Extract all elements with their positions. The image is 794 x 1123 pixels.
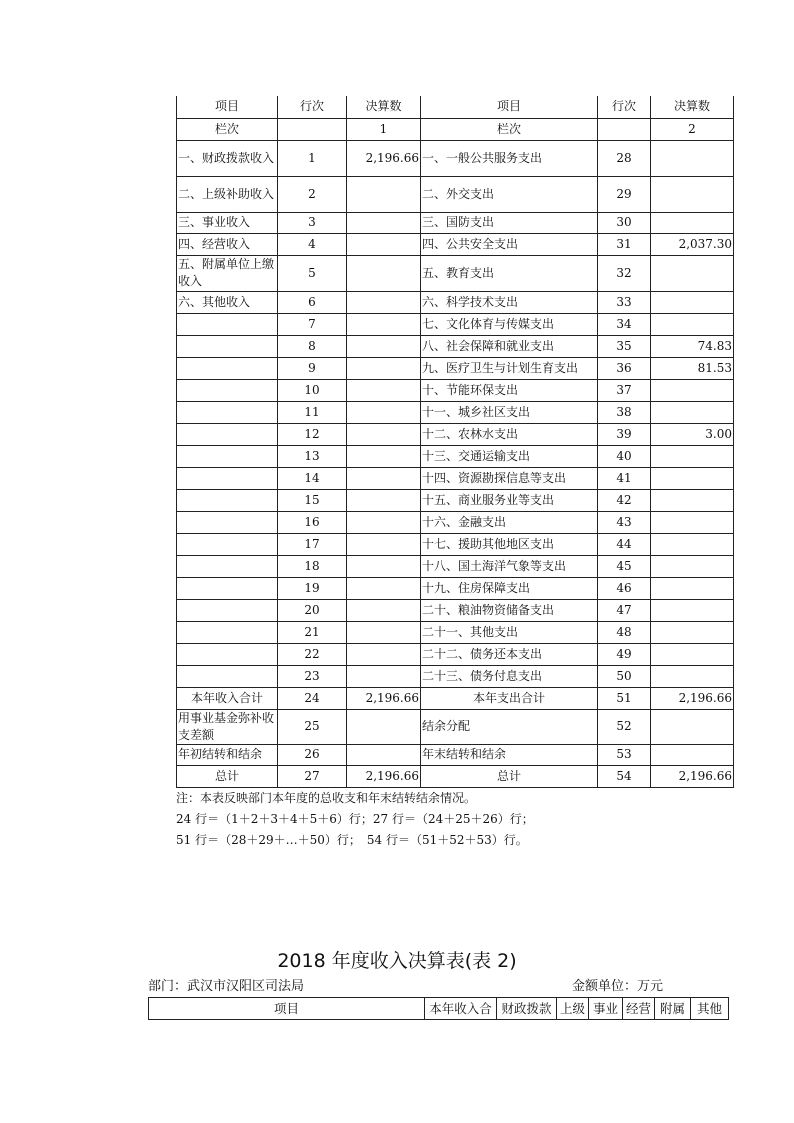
empty-cell: [278, 118, 347, 140]
income-amount: 2,196.66: [347, 765, 421, 787]
note-line-3: 51 行＝（28＋29＋…＋50）行； 54 行＝（51＋52＋53）行。: [176, 833, 528, 847]
income-row-no: 8: [278, 335, 347, 357]
income-item: 一、财政拨款收入: [177, 140, 278, 176]
income-amount: [347, 599, 421, 621]
table2-header-item: 项目: [149, 998, 425, 1020]
income-row-no: 13: [278, 445, 347, 467]
table2-header-affiliated: 附属: [655, 998, 691, 1020]
expenditure-row-no: 29: [598, 176, 651, 212]
income-item: [177, 357, 278, 379]
income-row-no: 18: [278, 555, 347, 577]
income-row-no: 11: [278, 401, 347, 423]
income-item: [177, 643, 278, 665]
income-row-no: 23: [278, 665, 347, 687]
subtotal-row: [177, 687, 734, 709]
expenditure-row-no: 34: [598, 313, 651, 335]
expenditure-item: 二、外交支出: [421, 176, 598, 212]
expenditure-item: 六、科学技术支出: [421, 291, 598, 313]
income-row-no: 26: [278, 744, 347, 765]
income-row-no: 21: [278, 621, 347, 643]
income-item: 五、附属单位上缴收入: [177, 255, 278, 291]
income-item: [177, 489, 278, 511]
table-row: [177, 445, 734, 467]
expenditure-amount: 2,196.66: [651, 765, 734, 787]
expenditure-item: 八、社会保障和就业支出: [421, 335, 598, 357]
expenditure-amount: 3.00: [651, 423, 734, 445]
income-row-no: 6: [278, 291, 347, 313]
expenditure-row-no: 36: [598, 357, 651, 379]
expenditure-item: 十四、资源勘探信息等支出: [421, 467, 598, 489]
expenditure-item: 十九、住房保障支出: [421, 577, 598, 599]
expenditure-item: 二十二、债务还本支出: [421, 643, 598, 665]
income-row-no: 16: [278, 511, 347, 533]
income-row-no: 2: [278, 176, 347, 212]
income-item: [177, 555, 278, 577]
table-row: [177, 291, 734, 313]
table-row: [177, 423, 734, 445]
expenditure-row-no: 53: [598, 744, 651, 765]
table2-header-row: [149, 998, 729, 1020]
expenditure-amount: 81.53: [651, 357, 734, 379]
table2-title: 2018 年度收入决算表(表 2): [277, 950, 517, 972]
income-amount: [347, 489, 421, 511]
table-row: [177, 467, 734, 489]
table-row: [177, 313, 734, 335]
expenditure-item: 十二、农林水支出: [421, 423, 598, 445]
income-item: 本年收入合计: [177, 687, 278, 709]
income-row-no: 15: [278, 489, 347, 511]
table-row: [177, 555, 734, 577]
income-row-no: 3: [278, 212, 347, 233]
expenditure-item: 三、国防支出: [421, 212, 598, 233]
header-row-no-left: 行次: [278, 96, 347, 118]
income-amount: [347, 357, 421, 379]
income-row-no: 12: [278, 423, 347, 445]
income-table-header: [148, 997, 729, 1020]
column-number-left: 1: [347, 118, 421, 140]
income-row-no: 19: [278, 577, 347, 599]
expenditure-item: 十七、援助其他地区支出: [421, 533, 598, 555]
table2-header-superior: 上级: [557, 998, 589, 1020]
income-item: 年初结转和结余: [177, 744, 278, 765]
expenditure-row-no: 46: [598, 577, 651, 599]
income-item: [177, 423, 278, 445]
expenditure-row-no: 28: [598, 140, 651, 176]
table-row: [177, 140, 734, 176]
income-amount: [347, 643, 421, 665]
expenditure-amount: [651, 467, 734, 489]
income-amount: [347, 423, 421, 445]
table2-header-operating: 经营: [623, 998, 655, 1020]
income-amount: [347, 379, 421, 401]
income-amount: [347, 555, 421, 577]
table-row: [177, 577, 734, 599]
table-row: [177, 621, 734, 643]
note-line-1: 注：本表反映部门本年度的总收支和年末结转结余情况。: [176, 791, 477, 805]
expenditure-item: 本年支出合计: [421, 687, 598, 709]
expenditure-item: 十一、城乡社区支出: [421, 401, 598, 423]
table-row: [177, 744, 734, 765]
table-row: [177, 643, 734, 665]
expenditure-row-no: 37: [598, 379, 651, 401]
expenditure-item: 二十一、其他支出: [421, 621, 598, 643]
expenditure-item: 一、一般公共服务支出: [421, 140, 598, 176]
table-row: [177, 357, 734, 379]
income-amount: [347, 621, 421, 643]
expenditure-row-no: 41: [598, 467, 651, 489]
expenditure-row-no: 42: [598, 489, 651, 511]
expenditure-amount: [651, 401, 734, 423]
expenditure-item: 五、教育支出: [421, 255, 598, 291]
header-amount-left: 决算数: [347, 96, 421, 118]
income-row-no: 4: [278, 233, 347, 255]
expenditure-row-no: 35: [598, 335, 651, 357]
expenditure-amount: [651, 176, 734, 212]
income-row-no: 24: [278, 687, 347, 709]
income-amount: [347, 744, 421, 765]
expenditure-row-no: 54: [598, 765, 651, 787]
expenditure-item: 结余分配: [421, 709, 598, 744]
income-item: [177, 621, 278, 643]
table-row: [177, 709, 734, 744]
table-row: [177, 489, 734, 511]
income-item: [177, 599, 278, 621]
income-row-no: 17: [278, 533, 347, 555]
income-row-no: 7: [278, 313, 347, 335]
expenditure-amount: [651, 140, 734, 176]
header-item-right: 项目: [421, 96, 598, 118]
table-row: [177, 255, 734, 291]
expenditure-row-no: 31: [598, 233, 651, 255]
income-amount: [347, 401, 421, 423]
table-row: [177, 379, 734, 401]
header-row-no-right: 行次: [598, 96, 651, 118]
total-row: [177, 765, 734, 787]
income-item: [177, 401, 278, 423]
table-row: [177, 401, 734, 423]
table2-header-fiscal: 财政拨款: [497, 998, 557, 1020]
income-row-no: 9: [278, 357, 347, 379]
expenditure-amount: [651, 555, 734, 577]
expenditure-row-no: 38: [598, 401, 651, 423]
amount-unit-label: 金额单位：万元: [572, 979, 664, 994]
income-item: [177, 467, 278, 489]
expenditure-item: 总计: [421, 765, 598, 787]
income-amount: [347, 176, 421, 212]
income-amount: [347, 313, 421, 335]
expenditure-amount: [651, 511, 734, 533]
expenditure-amount: 74.83: [651, 335, 734, 357]
table-row: [177, 511, 734, 533]
column-number-row: [177, 118, 734, 140]
income-item: 用事业基金弥补收支差额: [177, 709, 278, 744]
table2-header-total: 本年收入合: [425, 998, 497, 1020]
expenditure-amount: [651, 599, 734, 621]
expenditure-item: 十、节能环保支出: [421, 379, 598, 401]
income-item: 三、事业收入: [177, 212, 278, 233]
expenditure-amount: [651, 313, 734, 335]
expenditure-row-no: 43: [598, 511, 651, 533]
income-amount: 2,196.66: [347, 140, 421, 176]
income-amount: [347, 291, 421, 313]
income-item: [177, 577, 278, 599]
income-amount: 2,196.66: [347, 687, 421, 709]
empty-cell: [598, 118, 651, 140]
expenditure-item: 二十、粮油物资储备支出: [421, 599, 598, 621]
income-item: [177, 445, 278, 467]
expenditure-amount: [651, 643, 734, 665]
expenditure-row-no: 44: [598, 533, 651, 555]
income-amount: [347, 709, 421, 744]
expenditure-row-no: 32: [598, 255, 651, 291]
column-label-right: 栏次: [421, 118, 598, 140]
income-amount: [347, 467, 421, 489]
column-label-left: 栏次: [177, 118, 278, 140]
income-item: [177, 665, 278, 687]
income-item: [177, 533, 278, 555]
expenditure-row-no: 40: [598, 445, 651, 467]
expenditure-item: 二十三、债务付息支出: [421, 665, 598, 687]
income-amount: [347, 335, 421, 357]
expenditure-amount: 2,037.30: [651, 233, 734, 255]
expenditure-amount: [651, 379, 734, 401]
column-number-right: 2: [651, 118, 734, 140]
table-row: [177, 335, 734, 357]
note-line-2: 24 行＝（1＋2＋3＋4＋5＋6）行；27 行＝（24＋25＋26）行；: [176, 812, 534, 826]
expenditure-amount: [651, 533, 734, 555]
expenditure-row-no: 49: [598, 643, 651, 665]
income-item: [177, 511, 278, 533]
expenditure-item: 四、公共安全支出: [421, 233, 598, 255]
table2-header-business: 事业: [589, 998, 623, 1020]
income-item: [177, 379, 278, 401]
expenditure-item: 九、医疗卫生与计划生育支出: [421, 357, 598, 379]
expenditure-amount: [651, 291, 734, 313]
income-row-no: 5: [278, 255, 347, 291]
expenditure-item: 十六、金融支出: [421, 511, 598, 533]
income-amount: [347, 255, 421, 291]
expenditure-row-no: 33: [598, 291, 651, 313]
income-row-no: 27: [278, 765, 347, 787]
expenditure-row-no: 39: [598, 423, 651, 445]
expenditure-item: 七、文化体育与传媒支出: [421, 313, 598, 335]
income-amount: [347, 577, 421, 599]
table-row: [177, 533, 734, 555]
table-row: [177, 212, 734, 233]
income-amount: [347, 511, 421, 533]
income-expenditure-summary-table: [176, 96, 734, 788]
expenditure-amount: [651, 577, 734, 599]
income-row-no: 1: [278, 140, 347, 176]
income-item: 总计: [177, 765, 278, 787]
expenditure-row-no: 48: [598, 621, 651, 643]
expenditure-amount: [651, 212, 734, 233]
income-row-no: 22: [278, 643, 347, 665]
income-item: 四、经营收入: [177, 233, 278, 255]
expenditure-item: 年末结转和结余: [421, 744, 598, 765]
expenditure-row-no: 30: [598, 212, 651, 233]
income-amount: [347, 445, 421, 467]
income-row-no: 25: [278, 709, 347, 744]
header-amount-right: 决算数: [651, 96, 734, 118]
income-amount: [347, 533, 421, 555]
table-row: [177, 665, 734, 687]
expenditure-amount: [651, 255, 734, 291]
expenditure-row-no: 52: [598, 709, 651, 744]
department-label: 部门：武汉市汉阳区司法局: [148, 979, 305, 994]
table-row: [177, 176, 734, 212]
table2-header-other: 其他: [691, 998, 729, 1020]
expenditure-item: 十三、交通运输支出: [421, 445, 598, 467]
header-row: [177, 96, 734, 118]
expenditure-row-no: 47: [598, 599, 651, 621]
expenditure-amount: [651, 621, 734, 643]
income-item: 二、上级补助收入: [177, 176, 278, 212]
income-row-no: 10: [278, 379, 347, 401]
expenditure-amount: [651, 489, 734, 511]
expenditure-item: 十五、商业服务业等支出: [421, 489, 598, 511]
expenditure-amount: [651, 709, 734, 744]
income-amount: [347, 233, 421, 255]
income-item: 六、其他收入: [177, 291, 278, 313]
income-item: [177, 313, 278, 335]
income-amount: [347, 665, 421, 687]
table-row: [177, 233, 734, 255]
income-row-no: 14: [278, 467, 347, 489]
expenditure-row-no: 45: [598, 555, 651, 577]
income-row-no: 20: [278, 599, 347, 621]
expenditure-amount: [651, 665, 734, 687]
expenditure-amount: [651, 744, 734, 765]
income-amount: [347, 212, 421, 233]
expenditure-item: 十八、国土海洋气象等支出: [421, 555, 598, 577]
header-item-left: 项目: [177, 96, 278, 118]
income-item: [177, 335, 278, 357]
expenditure-amount: [651, 445, 734, 467]
expenditure-row-no: 51: [598, 687, 651, 709]
expenditure-row-no: 50: [598, 665, 651, 687]
table-row: [177, 599, 734, 621]
expenditure-amount: 2,196.66: [651, 687, 734, 709]
